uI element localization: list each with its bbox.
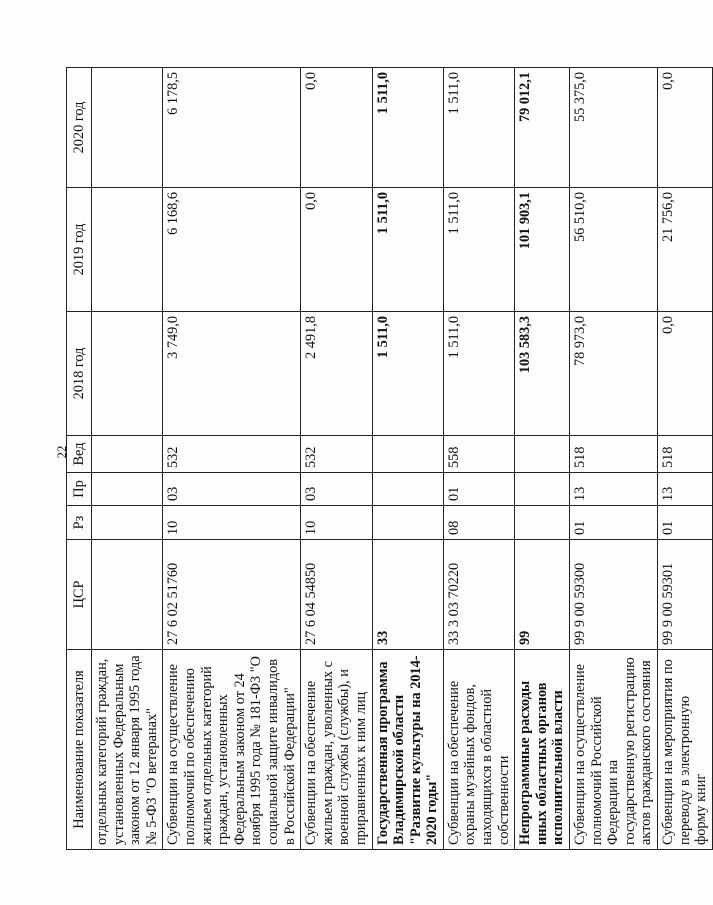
row-rz: 01: [570, 506, 658, 540]
row-2020: 55 375,0: [570, 68, 658, 188]
page-number: 22: [54, 445, 69, 459]
row-rz: [92, 506, 163, 540]
row-csr: 99 9 00 59301: [658, 540, 713, 650]
row-name: Субвенции на осуществление полномочий по обеспечению жильем отдельных категорий граждан, установленных Федеральным законом от 24 ноября 1995 года № 181-ФЗ "О социальной защите инвалидов в Российской Федерации": [163, 650, 301, 850]
row-csr: 27 6 02 51760: [163, 540, 301, 650]
row-rz: 10: [301, 506, 372, 540]
row-csr: 27 6 04 54850: [301, 540, 372, 650]
row-2020: 79 012,1: [515, 68, 570, 188]
row-2018: 1 511,0: [372, 312, 443, 436]
table-body: [92, 68, 713, 850]
row-name: Непрограммные расходы иных областных органов исполнительной власти: [515, 650, 570, 850]
row-2020: 6 178,5: [163, 68, 301, 188]
row-pr: [372, 473, 443, 506]
row-ved: 518: [658, 436, 713, 473]
header-2019: 2019 год: [67, 188, 92, 312]
row-2019: 101 903,1: [515, 188, 570, 312]
row-csr: 33 3 03 70220: [443, 540, 514, 650]
row-2019: [92, 188, 163, 312]
row-csr: [92, 540, 163, 650]
header-csr: ЦСР: [67, 540, 92, 650]
row-2018: 0,0: [658, 312, 713, 436]
table-header-row: [67, 68, 92, 850]
row-rz: [372, 506, 443, 540]
row-pr: 03: [163, 473, 301, 506]
header-2020: 2020 год: [67, 68, 92, 188]
row-name: Субвенции на мероприятия по переводу в электронную форму книг: [658, 650, 713, 850]
row-2018: 78 973,0: [570, 312, 658, 436]
row-pr: 13: [658, 473, 713, 506]
table-row: [658, 68, 713, 850]
row-rz: 01: [658, 506, 713, 540]
row-ved: 532: [301, 436, 372, 473]
budget-table: [66, 67, 713, 850]
row-pr: 13: [570, 473, 658, 506]
row-pr: [515, 473, 570, 506]
row-ved: [515, 436, 570, 473]
table-row: [515, 68, 570, 850]
header-ved: Вед: [67, 436, 92, 473]
row-2018: 103 583,3: [515, 312, 570, 436]
rotated-page: [66, 68, 710, 850]
row-name: Государственная программа Владимирской области "Развитие культуры на 2014-2020 годы": [372, 650, 443, 850]
table-row: [372, 68, 443, 850]
row-2019: 0,0: [301, 188, 372, 312]
row-ved: 518: [570, 436, 658, 473]
row-2020: 0,0: [301, 68, 372, 188]
row-2020: 0,0: [658, 68, 713, 188]
row-csr: 33: [372, 540, 443, 650]
row-2019: 6 168,6: [163, 188, 301, 312]
table-row: [301, 68, 372, 850]
table-row: [92, 68, 163, 850]
row-pr: 01: [443, 473, 514, 506]
row-2019: 1 511,0: [372, 188, 443, 312]
table-row: [570, 68, 658, 850]
row-name: Субвенции на осуществление полномочий Российской Федерации на государственную регистрацию актов гражданского состояния: [570, 650, 658, 850]
table-row: [443, 68, 514, 850]
row-ved: [92, 436, 163, 473]
row-pr: [92, 473, 163, 506]
row-ved: 558: [443, 436, 514, 473]
row-rz: 08: [443, 506, 514, 540]
row-ved: 532: [163, 436, 301, 473]
row-2019: 1 511,0: [443, 188, 514, 312]
row-2019: 56 510,0: [570, 188, 658, 312]
row-ved: [372, 436, 443, 473]
row-2018: 1 511,0: [443, 312, 514, 436]
row-rz: [515, 506, 570, 540]
row-csr: 99 9 00 59300: [570, 540, 658, 650]
row-2019: 21 756,0: [658, 188, 713, 312]
row-name: отдельных категорий граждан, установленных Федеральным законом от 12 января 1995 года № 5-ФЗ "О ветеранах": [92, 650, 163, 850]
header-rz: Рз: [67, 506, 92, 540]
table-row: [163, 68, 301, 850]
row-name: Субвенции на обеспечение жильем граждан, уволенных с военной службы (службы), и приравненных к ним лиц: [301, 650, 372, 850]
row-rz: 10: [163, 506, 301, 540]
header-pr: Пр: [67, 473, 92, 506]
row-name: Субвенции на обеспечение охраны музейных фондов, находящихся в областной собственности: [443, 650, 514, 850]
header-indicator: Наименование показателя: [67, 650, 92, 850]
row-2020: [92, 68, 163, 188]
row-2020: 1 511,0: [372, 68, 443, 188]
row-2018: [92, 312, 163, 436]
row-2018: 3 749,0: [163, 312, 301, 436]
header-2018: 2018 год: [67, 312, 92, 436]
row-2020: 1 511,0: [443, 68, 514, 188]
row-csr: 99: [515, 540, 570, 650]
row-pr: 03: [301, 473, 372, 506]
row-2018: 2 491,8: [301, 312, 372, 436]
